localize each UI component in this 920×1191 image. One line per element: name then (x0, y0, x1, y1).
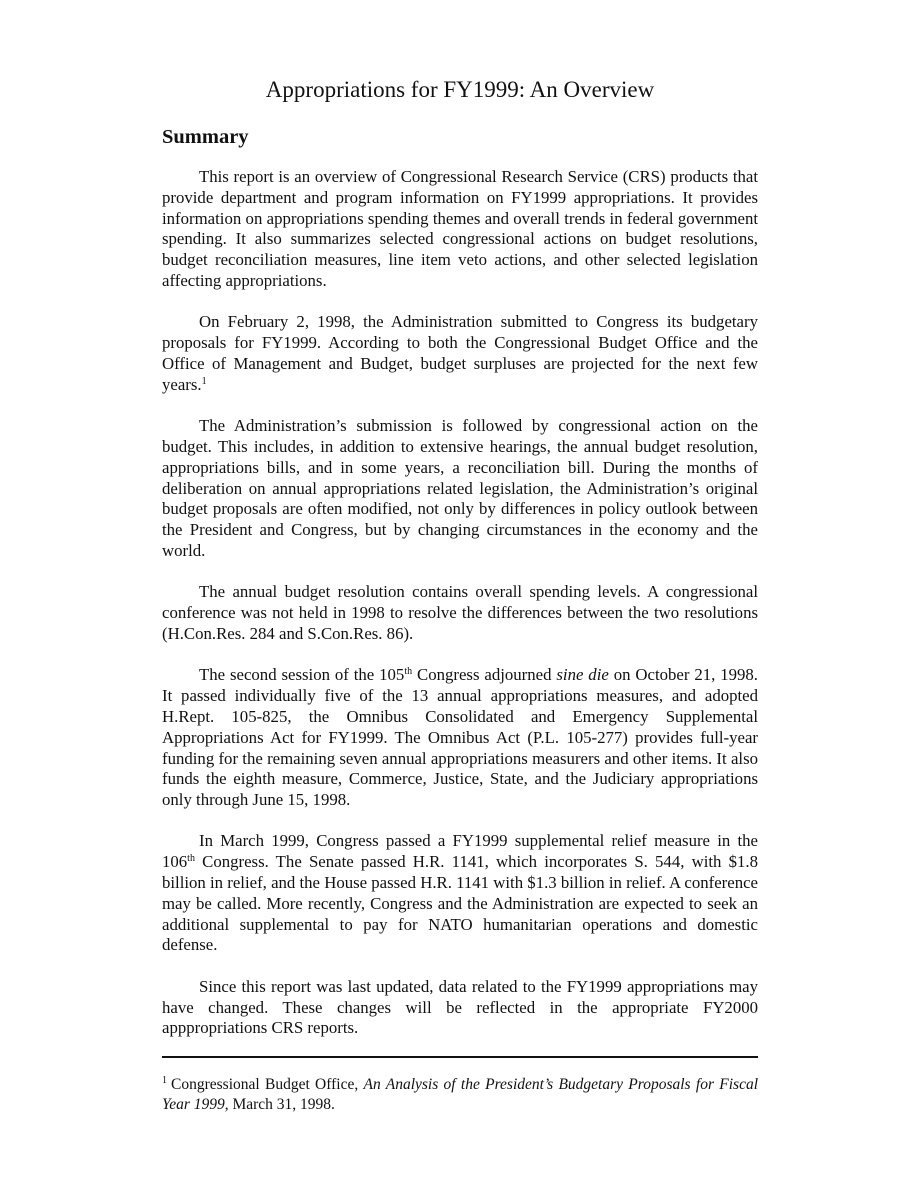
paragraph-5-part-a: The second session of the 105 (199, 665, 405, 685)
paragraph-7: Since this report was last updated, data related to the FY1999 appropriations may have changed. These changes will be reflected in the appropriate FY2000 apppropriations CRS reports. (162, 976, 758, 1038)
footnote-publication-title: An Analysis of the President’s Budgetary Proposals for Fiscal Year 1999 (162, 1076, 759, 1113)
footnote-reference: 1 (201, 375, 207, 387)
ordinal-superscript: th (187, 853, 195, 865)
paragraph-2-text: On February 2, 1998, the Administration submitted to Congress its budgetary proposals for FY1999. According to both the Congressional Budget Office and the Office of Management and Budget, budget surpluses are projected for the next few years. (162, 312, 758, 394)
paragraph-5-part-b: Congress adjourned (412, 665, 557, 685)
footnote-divider (162, 1056, 758, 1058)
footnote-date: , March 31, 1998. (224, 1096, 335, 1113)
sine-die-italic: sine die (556, 665, 609, 685)
paragraph-3: The Administration’s submission is followed by congressional action on the budget. This includes, in addition to extensive hearings, the annual budget resolution, appropriations bills, and in some years, a reconciliation bill. During the months of deliberation on annual appropriations related legislation, the Administration’s original budget proposals are often modified, not only by differences in policy outlook between the President and Congress, but by changing circumstances in the economy and the world. (162, 416, 758, 560)
summary-body (162, 167, 758, 1060)
paragraph-4: The annual budget resolution contains overall spending levels. A congressional conference was not held in 1998 to resolve the differences between the two resolutions (H.Con.Res. 284 and S.Con.Res. 86). (162, 582, 758, 643)
footnote-lead: Congressional Budget Office, (171, 1076, 364, 1093)
paragraph-1: This report is an overview of Congressional Research Service (CRS) products that provide department and program information on FY1999 appropriations. It provides information on appropriations spending themes and overall trends in federal government spending. It also summarizes selected congressional actions on budget resolutions, budget reconciliation measures, line item veto actions, and other selected legislation affecting appropriations. (162, 167, 758, 290)
paragraph-2 (162, 312, 758, 395)
paragraph-5 (162, 665, 758, 811)
footnote (162, 1075, 758, 1115)
page-title: Appropriations for FY1999: An Overview (265, 77, 655, 102)
ordinal-superscript: th (404, 666, 413, 678)
paragraph-6-part-b: Congress. The Senate passed H.R. 1141, which incorporates S. 544, with $1.8 billion in relief, and the House passed H.R. 1141 with $1.3 billion in relief. A conference may be called. More recently, Congress and the Administration are expected to seek an additional supplemental to pay for NATO humanitarian operations and domestic defense. (162, 852, 758, 955)
summary-heading: Summary (162, 126, 249, 148)
paragraph-5-part-c: on October 21, 1998. It passed individually five of the 13 annual appropriations measures, and adopted H.Rept. 105-825, the Omnibus Consolidated and Emergency Supplemental Appropriations Act for FY1999. The Omnibus Act (P.L. 105-277) provides full-year funding for the remaining seven annual appropriations measurers and other items. It also funds the eighth measure, Commerce, Justice, State, and the Judiciary appropriations only through June 15, 1998. (162, 665, 758, 810)
paragraph-6 (162, 831, 758, 956)
paragraph-6-part-a: In March 1999, Congress passed a FY1999 supplemental relief measure in the 106 (162, 831, 758, 872)
footnote-mark: 1 (162, 1075, 167, 1086)
